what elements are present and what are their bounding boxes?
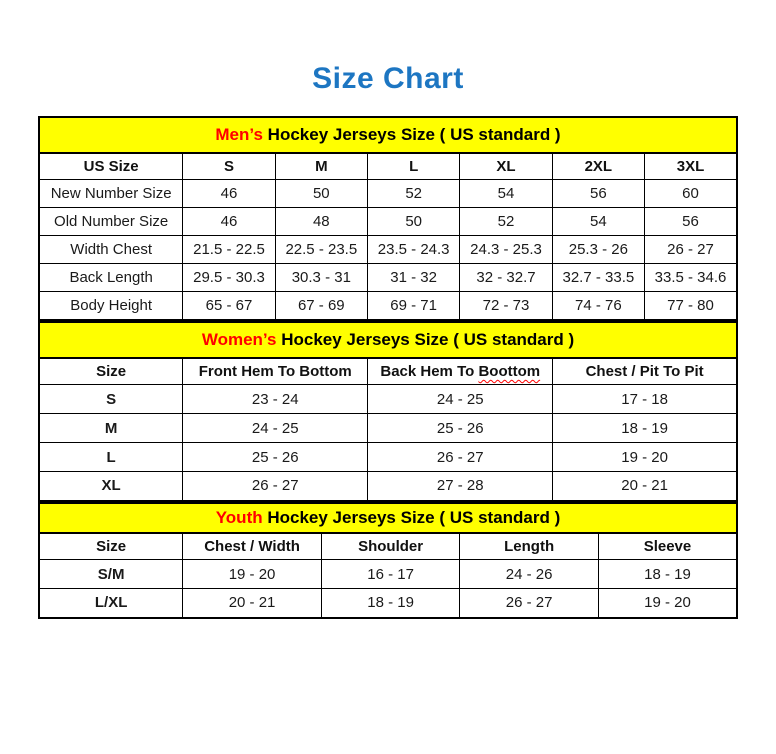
size-value-cell: 54	[460, 180, 552, 208]
size-value-cell: 26 - 27	[368, 443, 553, 472]
column-header-s: S	[183, 153, 275, 180]
row-label: Body Height	[39, 292, 183, 320]
size-value-cell: 27 - 28	[368, 472, 553, 501]
size-value-cell: 24 - 25	[183, 414, 368, 443]
page-title: Size Chart	[312, 62, 464, 95]
mens-column-header-row	[39, 153, 737, 180]
mens-section-header-row	[39, 117, 737, 153]
size-value-cell: 18 - 19	[598, 560, 737, 589]
column-header-2xl: 2XL	[552, 153, 644, 180]
column-header-l: L	[367, 153, 459, 180]
column-header-front-hem: Front Hem To Bottom	[183, 358, 368, 385]
column-header-back-hem	[368, 358, 553, 385]
size-value-cell: 69 - 71	[367, 292, 459, 320]
size-value-cell: 24.3 - 25.3	[460, 236, 552, 264]
size-value-cell: 74 - 76	[552, 292, 644, 320]
back-hem-misspelled-word: Boottom	[478, 362, 541, 380]
womens-size-table	[38, 321, 738, 502]
womens-column-header-row	[39, 358, 737, 385]
size-chart-page	[0, 62, 776, 619]
row-label: L	[39, 443, 183, 472]
size-value-cell: 33.5 - 34.6	[645, 264, 737, 292]
column-header-us-size: US Size	[39, 153, 183, 180]
size-value-cell: 19 - 20	[183, 560, 322, 589]
womens-section-header-row	[39, 322, 737, 358]
size-value-cell: 72 - 73	[460, 292, 552, 320]
column-header-size: Size	[39, 358, 183, 385]
size-value-cell: 24 - 25	[368, 385, 553, 414]
size-value-cell: 22.5 - 23.5	[275, 236, 367, 264]
table-row-womens-l	[39, 443, 737, 472]
size-value-cell: 48	[275, 208, 367, 236]
size-value-cell: 18 - 19	[553, 414, 737, 443]
size-value-cell: 52	[367, 180, 459, 208]
size-value-cell: 24 - 26	[460, 560, 599, 589]
size-value-cell: 18 - 19	[321, 589, 460, 618]
size-chart-tables	[38, 116, 738, 619]
row-label: Back Length	[39, 264, 183, 292]
mens-section-title	[39, 117, 737, 153]
womens-section-title-rest: Hockey Jerseys Size ( US standard )	[281, 329, 575, 349]
column-header-chest-width: Chest / Width	[183, 533, 322, 560]
size-value-cell: 46	[183, 208, 275, 236]
table-row-new-number-size	[39, 180, 737, 208]
column-header-chest-pit: Chest / Pit To Pit	[553, 358, 737, 385]
row-label: L/XL	[39, 589, 183, 618]
row-label: New Number Size	[39, 180, 183, 208]
mens-size-table	[38, 116, 738, 321]
size-value-cell: 65 - 67	[183, 292, 275, 320]
table-row-body-height	[39, 292, 737, 320]
mens-section-title-rest: Hockey Jerseys Size ( US standard )	[267, 124, 561, 144]
size-value-cell: 56	[645, 208, 737, 236]
column-header-size: Size	[39, 533, 183, 560]
youth-section-title-rest: Hockey Jerseys Size ( US standard )	[267, 507, 561, 527]
row-label: Width Chest	[39, 236, 183, 264]
size-value-cell: 54	[552, 208, 644, 236]
size-value-cell: 21.5 - 22.5	[183, 236, 275, 264]
column-header-xl: XL	[460, 153, 552, 180]
size-value-cell: 30.3 - 31	[275, 264, 367, 292]
column-header-m: M	[275, 153, 367, 180]
row-label: Old Number Size	[39, 208, 183, 236]
size-value-cell: 23 - 24	[183, 385, 368, 414]
table-row-back-length	[39, 264, 737, 292]
size-value-cell: 32 - 32.7	[460, 264, 552, 292]
size-value-cell: 26 - 27	[460, 589, 599, 618]
column-header-3xl: 3XL	[645, 153, 737, 180]
size-value-cell: 31 - 32	[367, 264, 459, 292]
back-hem-label-prefix: Back Hem To	[380, 362, 479, 380]
size-value-cell: 52	[460, 208, 552, 236]
size-value-cell: 17 - 18	[553, 385, 737, 414]
youth-section-header-row	[39, 503, 737, 533]
size-value-cell: 77 - 80	[645, 292, 737, 320]
size-value-cell: 26 - 27	[183, 472, 368, 501]
size-value-cell: 16 - 17	[321, 560, 460, 589]
size-value-cell: 29.5 - 30.3	[183, 264, 275, 292]
row-label: M	[39, 414, 183, 443]
table-row-youth-lxl	[39, 589, 737, 618]
size-value-cell: 19 - 20	[598, 589, 737, 618]
column-header-shoulder: Shoulder	[321, 533, 460, 560]
size-value-cell: 60	[645, 180, 737, 208]
mens-section-title-highlight: Men’s	[215, 124, 268, 144]
size-value-cell: 46	[183, 180, 275, 208]
size-value-cell: 25 - 26	[368, 414, 553, 443]
size-value-cell: 26 - 27	[645, 236, 737, 264]
column-header-sleeve: Sleeve	[598, 533, 737, 560]
youth-column-header-row	[39, 533, 737, 560]
table-row-womens-s	[39, 385, 737, 414]
size-value-cell: 32.7 - 33.5	[552, 264, 644, 292]
youth-section-title-highlight: Youth	[215, 507, 268, 527]
womens-section-title	[39, 322, 737, 358]
table-row-width-chest	[39, 236, 737, 264]
youth-size-table	[38, 502, 738, 619]
table-row-womens-m	[39, 414, 737, 443]
youth-section-title	[39, 503, 737, 533]
table-row-youth-sm	[39, 560, 737, 589]
size-value-cell: 20 - 21	[553, 472, 737, 501]
row-label: XL	[39, 472, 183, 501]
womens-section-title-highlight: Women’s	[201, 329, 282, 349]
size-value-cell: 56	[552, 180, 644, 208]
row-label: S/M	[39, 560, 183, 589]
size-value-cell: 50	[367, 208, 459, 236]
table-row-womens-xl	[39, 472, 737, 501]
row-label: S	[39, 385, 183, 414]
size-value-cell: 25.3 - 26	[552, 236, 644, 264]
table-row-old-number-size	[39, 208, 737, 236]
column-header-length: Length	[460, 533, 599, 560]
size-value-cell: 67 - 69	[275, 292, 367, 320]
size-value-cell: 23.5 - 24.3	[367, 236, 459, 264]
size-value-cell: 19 - 20	[553, 443, 737, 472]
size-value-cell: 20 - 21	[183, 589, 322, 618]
size-value-cell: 25 - 26	[183, 443, 368, 472]
size-value-cell: 50	[275, 180, 367, 208]
